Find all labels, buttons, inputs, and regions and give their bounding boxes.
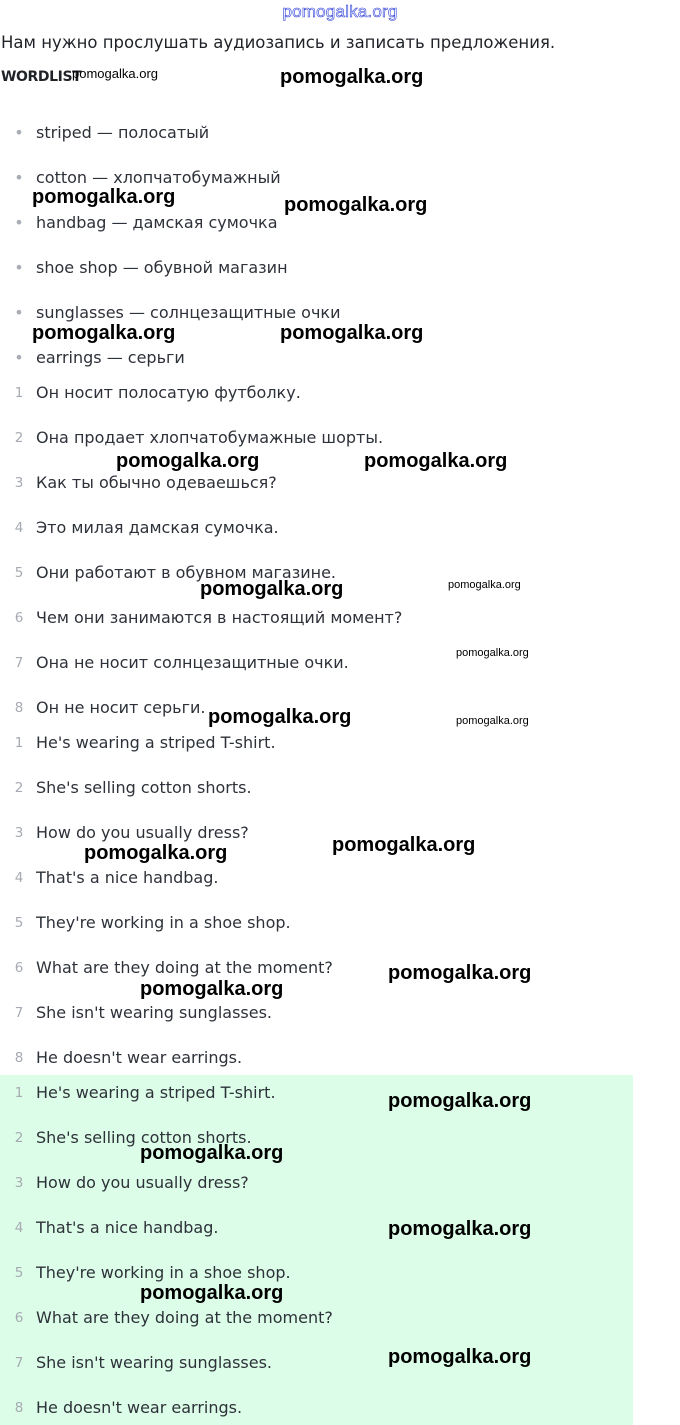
watermark: pomogalka.org [200,578,344,600]
watermark: pomogalka.org [280,322,424,344]
watermark: pomogalka.org [388,1346,532,1368]
watermark: pomogalka.org [140,978,284,1000]
watermark: pomogalka.org [284,194,428,216]
bullet-icon: • [14,303,24,322]
watermark: pomogalka.org [84,842,228,864]
bullet-icon: • [14,123,24,142]
bullet-icon: • [14,348,24,367]
watermark: pomogalka.org [140,1142,284,1164]
site-watermark-header: pomogalka.org [282,2,398,21]
watermark: pomogalka.org [32,186,176,208]
watermark: pomogalka.org [208,706,352,728]
watermark: pomogalka.org [140,1282,284,1304]
wordlist-heading: WORDLIST [1,69,82,85]
watermark: pomogalka.org [388,1218,532,1240]
task-instruction: Нам нужно прослушать аудиозапись и записать предложения. [1,33,556,52]
bullet-icon: • [14,258,24,277]
watermark: pomogalka.org [456,647,529,659]
watermark: pomogalka.org [456,715,529,727]
watermark: pomogalka.org [388,962,532,984]
watermark: pomogalka.org [332,834,476,856]
bullet-icon: • [14,168,24,187]
watermark: pomogalka.org [448,579,521,591]
watermark: pomogalka.org [388,1090,532,1112]
watermark: pomogalka.org [72,66,158,81]
watermark: pomogalka.org [280,66,424,88]
watermark: pomogalka.org [32,322,176,344]
bullet-icon: • [14,213,24,232]
watermark: pomogalka.org [116,450,260,472]
watermark: pomogalka.org [364,450,508,472]
